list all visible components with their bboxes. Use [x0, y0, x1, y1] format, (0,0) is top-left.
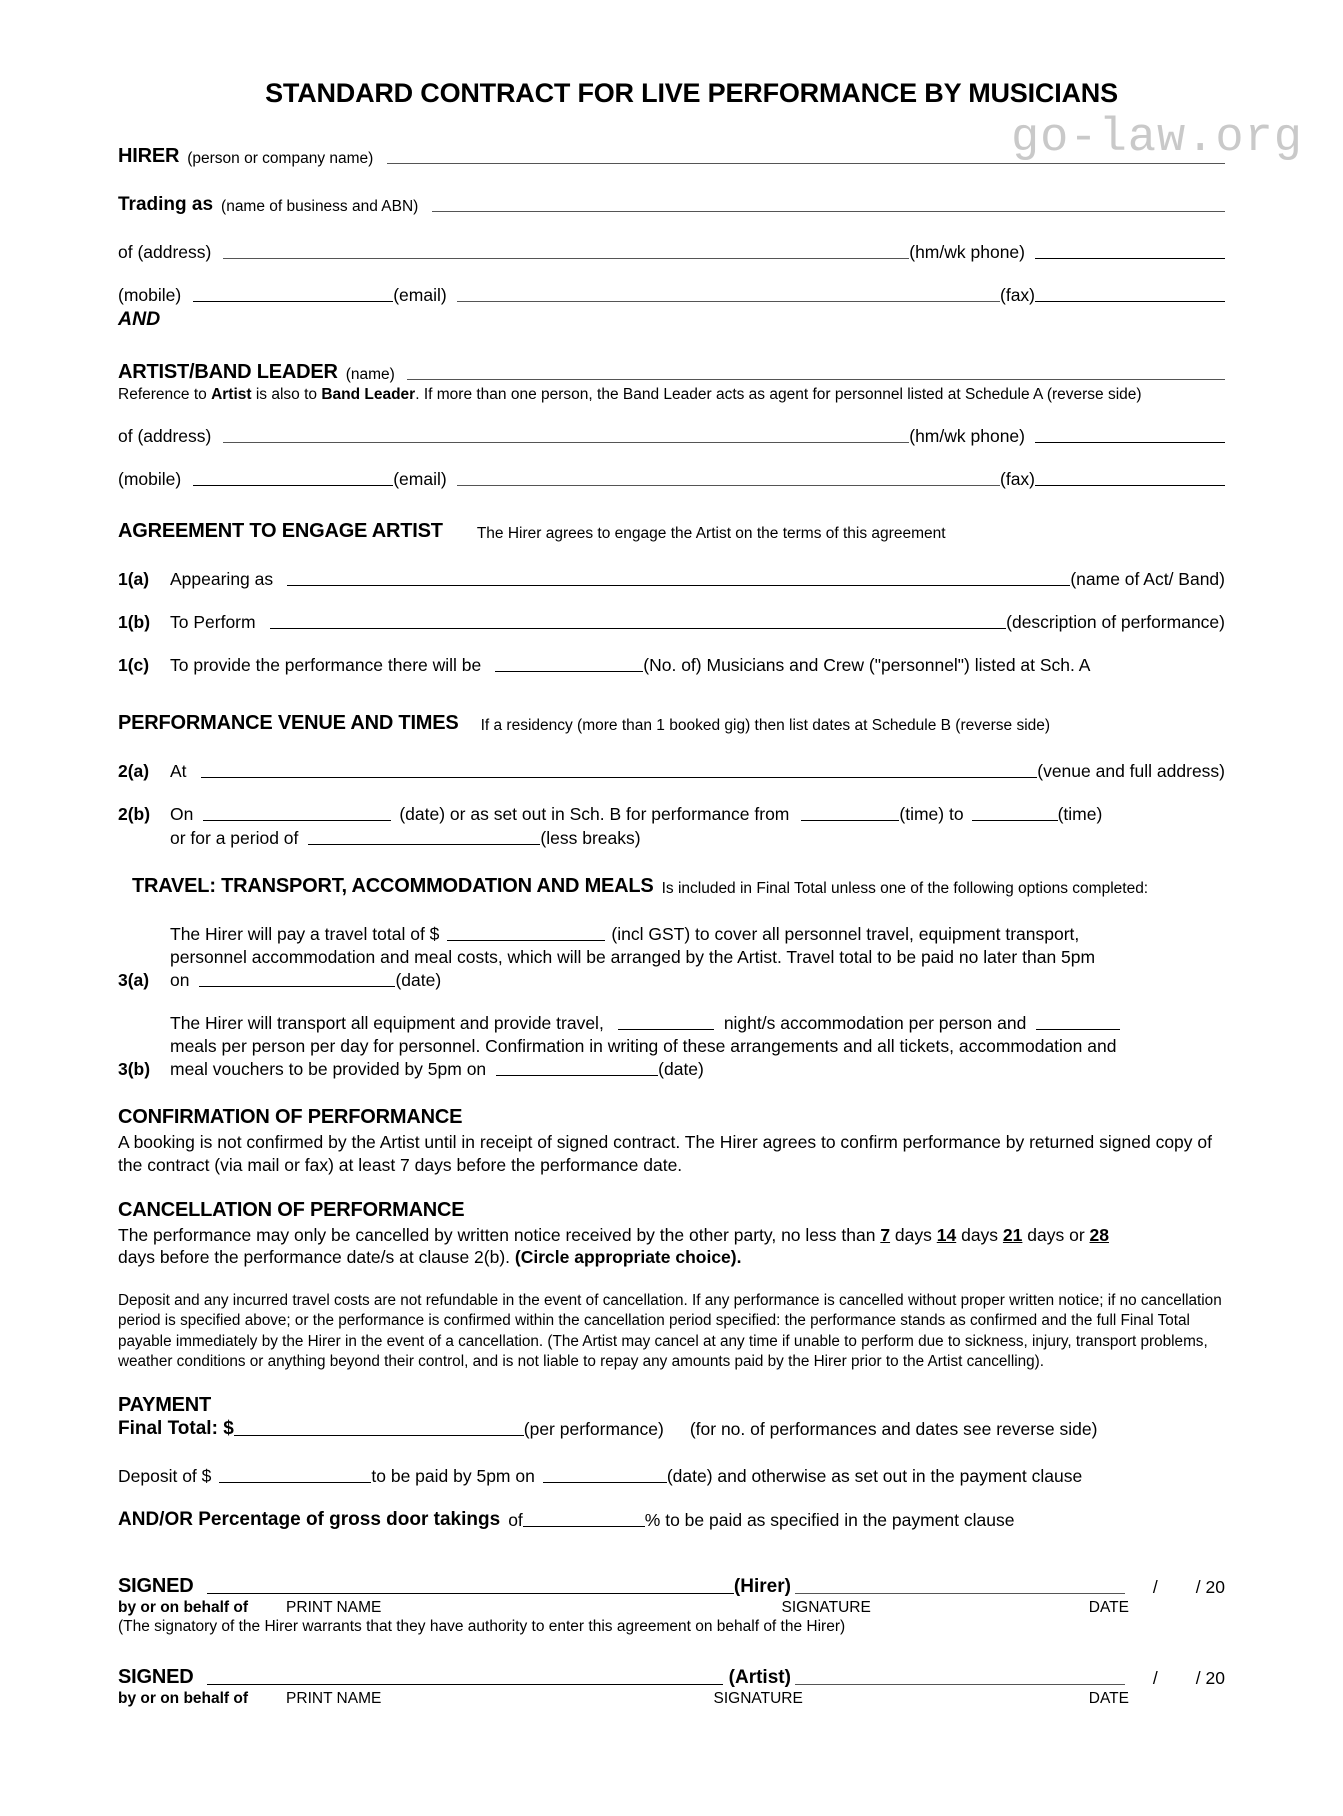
signed-hirer-date-label: DATE	[1088, 1599, 1129, 1617]
signed-hirer-signature-input[interactable]	[795, 1593, 1125, 1594]
ref-artist: Artist	[211, 386, 252, 403]
clause-3b-line1	[170, 1013, 1225, 1034]
ref-mid: is also to	[251, 386, 322, 403]
clause-2b-mid2: (time) to	[899, 804, 964, 824]
agreement-heading-row	[118, 520, 1225, 543]
clause-3b-meals-input[interactable]	[1036, 1029, 1120, 1030]
cancel-option-7[interactable]: 7	[880, 1224, 891, 1245]
clause-2b-time-to-input[interactable]	[972, 820, 1058, 821]
hirer-name-row	[118, 145, 1225, 168]
cancel-line2-pre: days before the performance date/s at clause 2(b).	[118, 1247, 515, 1268]
signed-artist-sublabels	[118, 1690, 1225, 1708]
clause-1b-row	[118, 612, 1225, 633]
clause-3b-l1a: The Hirer will transport all equipment and provide travel,	[170, 1013, 604, 1033]
hirer-mobile-input[interactable]	[193, 301, 393, 302]
percentage-of: of	[508, 1510, 523, 1531]
clause-2b-date-input[interactable]	[203, 820, 391, 821]
signed-artist-signature-input[interactable]	[795, 1684, 1125, 1685]
clause-1a-tail: (name of Act/ Band)	[1070, 569, 1225, 589]
signed-hirer-row	[118, 1575, 1225, 1598]
travel-heading-row	[118, 875, 1225, 898]
deposit-row	[118, 1466, 1225, 1487]
clause-2b-period-row	[118, 828, 1225, 849]
artist-address-input[interactable]	[223, 442, 909, 443]
clause-3b-nights-input[interactable]	[618, 1029, 714, 1030]
deposit-date-input[interactable]	[543, 1482, 667, 1483]
artist-mobile-row	[118, 469, 1225, 490]
clause-2b-period-tail: (less breaks)	[540, 828, 641, 848]
clause-3b-date-input[interactable]	[496, 1075, 658, 1076]
hirer-address-label: of (address)	[118, 242, 212, 262]
cancel-line1-pre: The performance may only be cancelled by written notice received by the other party, no less than	[118, 1224, 881, 1245]
deposit-mid: to be paid by 5pm on	[371, 1466, 535, 1487]
artist-mobile-label: (mobile)	[118, 469, 182, 489]
signed-artist-row	[118, 1666, 1225, 1689]
signed-hirer-party: (Hirer)	[733, 1576, 791, 1598]
cancel-circle-note: (Circle appropriate choice).	[514, 1247, 742, 1268]
clause-2b-text: On	[170, 804, 194, 824]
clause-1a-input[interactable]	[287, 585, 1070, 586]
ref-leader: Band Leader	[321, 386, 416, 403]
signed-hirer-signature-label: SIGNATURE	[781, 1599, 871, 1617]
document-content	[0, 78, 1343, 1708]
and-separator: AND	[118, 308, 161, 330]
trading-as-hint: (name of business and ABN)	[221, 198, 419, 215]
hirer-mobile-row	[118, 285, 1225, 306]
trading-as-input[interactable]	[432, 211, 1225, 212]
clause-2b-number: 2(b)	[118, 804, 151, 824]
signed-artist-party: (Artist)	[728, 1667, 791, 1689]
clause-2b-mid1: (date) or as set out in Sch. B for performance from	[399, 804, 790, 824]
clause-3b-number: 3(b)	[118, 1059, 151, 1079]
watermark-go-law: go-law.org	[1010, 112, 1303, 165]
artist-fax-label: (fax)	[1000, 469, 1035, 489]
travel-heading: TRAVEL: TRANSPORT, ACCOMMODATION AND MEALS	[132, 875, 654, 897]
clause-2b-period-label: or for a period of	[170, 828, 299, 848]
cancel-option-28[interactable]: 28	[1089, 1224, 1109, 1245]
clause-2a-tail: (venue and full address)	[1037, 761, 1225, 781]
signed-artist-printname-label: PRINT NAME	[286, 1690, 382, 1708]
clause-2b-tail: (time)	[1057, 804, 1103, 824]
hirer-address-input[interactable]	[223, 258, 909, 259]
clause-1a-row	[118, 569, 1225, 590]
hirer-name-hint: (person or company name)	[187, 150, 374, 167]
agreement-heading: AGREEMENT TO ENGAGE ARTIST	[118, 520, 443, 542]
confirmation-heading: CONFIRMATION OF PERFORMANCE	[118, 1106, 463, 1128]
final-total-input[interactable]	[234, 1435, 524, 1436]
cancel-days-1: days	[890, 1224, 937, 1245]
hirer-name-input[interactable]	[387, 163, 1225, 164]
clause-1b-input[interactable]	[270, 628, 1007, 629]
clause-3a-line2: personnel accommodation and meal costs, which will be arranged by the Artist. Travel total to be paid no later than 5pm	[170, 947, 1096, 967]
contract-page	[0, 78, 1343, 1816]
clause-2a-number: 2(a)	[118, 761, 150, 781]
signed-hirer-label: SIGNED	[118, 1575, 194, 1598]
travel-subtitle: Is included in Final Total unless one of the following options completed:	[661, 880, 1149, 897]
clause-3b-l3a: meal vouchers to be provided by 5pm on	[170, 1059, 487, 1079]
artist-email-label: (email)	[393, 469, 447, 489]
cancellation-heading: CANCELLATION OF PERFORMANCE	[118, 1198, 465, 1221]
clause-1c-input[interactable]	[495, 671, 643, 672]
clause-3a-date-input[interactable]	[199, 986, 395, 987]
final-total-tail: (for no. of performances and dates see reverse side)	[689, 1419, 1098, 1440]
clause-1b-text: To Perform	[170, 612, 256, 632]
venue-subtitle: If a residency (more than 1 booked gig) then list dates at Schedule B (reverse side)	[480, 717, 1051, 734]
agreement-subtitle: The Hirer agrees to engage the Artist on the terms of this agreement	[476, 525, 946, 542]
artist-phone-label: (hm/wk phone)	[909, 426, 1025, 446]
hirer-phone-input[interactable]	[1035, 258, 1225, 259]
ref-post: . If more than one person, the Band Leader acts as agent for personnel listed at Schedule A (reverse side)	[415, 386, 1142, 403]
payment-heading: PAYMENT	[118, 1394, 212, 1417]
signed-hirer-date-slash2: / 20	[1195, 1577, 1225, 1598]
clause-2a-text: At	[170, 761, 187, 781]
cancel-option-21[interactable]: 21	[1002, 1224, 1023, 1245]
signed-artist-date-slash1: /	[1152, 1668, 1158, 1689]
final-total-mid: (per performance)	[523, 1419, 664, 1440]
artist-address-label: of (address)	[118, 426, 212, 446]
clause-3a-line1	[170, 924, 1225, 945]
clause-2a-input[interactable]	[201, 777, 1038, 778]
hirer-fax-input[interactable]	[1035, 301, 1225, 302]
artist-name-row	[118, 361, 1225, 384]
confirmation-body: A booking is not confirmed by the Artist until in receipt of signed contract. The Hirer agrees to confirm performance by returned signed copy of the contract (via mail or fax) at least 7 days before the performance date.	[118, 1132, 1212, 1175]
clause-3a-row	[118, 924, 1225, 991]
clause-3b-l1b: night/s accommodation per person and	[723, 1013, 1027, 1033]
artist-address-row	[118, 426, 1225, 447]
clause-3b-line3	[170, 1059, 1225, 1080]
signed-artist-date-slash2: / 20	[1195, 1668, 1225, 1689]
ref-pre: Reference to	[118, 386, 212, 403]
clause-1c-number: 1(c)	[118, 655, 150, 675]
clause-2b-time-from-input[interactable]	[801, 820, 899, 821]
clause-1c-text: To provide the performance there will be	[170, 655, 482, 675]
clause-3a-l3b: (date)	[395, 970, 442, 990]
venue-heading: PERFORMANCE VENUE AND TIMES	[118, 712, 459, 734]
percentage-row	[118, 1509, 1225, 1531]
hirer-mobile-label: (mobile)	[118, 285, 182, 305]
clause-1c-row	[118, 655, 1225, 676]
clause-3b-body	[170, 1013, 1225, 1080]
final-total-row	[118, 1418, 1225, 1440]
signed-hirer-date-slash1: /	[1152, 1577, 1158, 1598]
cancellation-body	[118, 1224, 1225, 1270]
deposit-amount-input[interactable]	[219, 1482, 371, 1483]
signed-hirer-printname-input[interactable]	[207, 1593, 733, 1594]
percentage-label: AND/OR Percentage of gross door takings	[118, 1509, 501, 1531]
clause-1a-text: Appearing as	[170, 569, 274, 589]
artist-phone-input[interactable]	[1035, 442, 1225, 443]
clause-3a-body	[170, 924, 1225, 991]
clause-3b-l3b: (date)	[658, 1059, 704, 1079]
artist-name-hint: (name)	[345, 366, 395, 383]
signed-hirer-warranty: (The signatory of the Hirer warrants that they have authority to enter this agreement on behalf of the Hirer)	[118, 1618, 846, 1636]
clause-3b-row	[118, 1013, 1225, 1080]
clause-1a-number: 1(a)	[118, 569, 150, 589]
page-title: STANDARD CONTRACT FOR LIVE PERFORMANCE BY MUSICIANS	[265, 78, 1118, 108]
signed-artist-behalf: by or on behalf of	[118, 1690, 249, 1708]
clause-3a-amount-input[interactable]	[447, 940, 605, 941]
signed-artist-signature-label: SIGNATURE	[713, 1690, 803, 1708]
clause-2b-row	[118, 804, 1225, 825]
artist-label: ARTIST/BAND LEADER	[118, 361, 338, 383]
clause-2b-period-input[interactable]	[308, 844, 540, 845]
cancellation-fine-print: Deposit and any incurred travel costs are not refundable in the event of cancellation. If any performance is cancelled without proper written notice; if no cancellation period is specified above; or the performance is confirmed within the cancellation period specified: the performance stands as confirmed and the full Final Total payable immediately by the Hirer in the event of a cancellation. (The Artist may cancel at any time if unable to perform due to sickness, injury, transport problems, weather conditions or anything beyond their control, and is not liable to repay any amounts paid by the Hirer prior to the Artist cancelling).	[118, 1292, 1222, 1371]
clause-3b-line2: meals per person per day for personnel. Confirmation in writing of these arrangements and all tickets, accommodation and	[170, 1036, 1117, 1056]
cancel-option-14[interactable]: 14	[936, 1224, 957, 1245]
cancel-days-2: days	[956, 1224, 1003, 1245]
signed-hirer-printname-label: PRINT NAME	[286, 1599, 382, 1617]
artist-name-input[interactable]	[407, 379, 1225, 380]
hirer-phone-label: (hm/wk phone)	[909, 242, 1025, 262]
hirer-fax-label: (fax)	[1000, 285, 1035, 305]
signed-artist-printname-input[interactable]	[207, 1684, 722, 1685]
trading-as-row	[118, 194, 1225, 216]
signed-artist-label: SIGNED	[118, 1666, 194, 1689]
deposit-tail: (date) and otherwise as set out in the payment clause	[666, 1466, 1083, 1487]
artist-mobile-input[interactable]	[193, 485, 393, 486]
clause-1b-number: 1(b)	[118, 612, 151, 632]
signed-artist-date-label: DATE	[1088, 1690, 1129, 1708]
hirer-address-row	[118, 242, 1225, 263]
artist-reference-note	[118, 386, 1225, 404]
clause-3a-l3a: on	[170, 970, 190, 990]
hirer-email-input[interactable]	[457, 301, 1000, 302]
signed-hirer-sublabels	[118, 1599, 1225, 1617]
hirer-email-label: (email)	[393, 285, 447, 305]
signed-hirer-behalf: by or on behalf of	[118, 1599, 249, 1617]
clause-1c-tail: (No. of) Musicians and Crew ("personnel") listed at Sch. A	[643, 655, 1091, 675]
hirer-label: HIRER	[118, 145, 180, 167]
percentage-input[interactable]	[523, 1526, 645, 1527]
deposit-label: Deposit of $	[118, 1466, 212, 1487]
artist-email-input[interactable]	[457, 485, 1000, 486]
cancel-days-3: days or	[1022, 1224, 1090, 1245]
trading-as-label: Trading as	[118, 194, 214, 215]
final-total-label: Final Total: $	[118, 1418, 234, 1440]
clause-3a-number: 3(a)	[118, 970, 150, 990]
percentage-tail: % to be paid as specified in the payment clause	[644, 1510, 1015, 1531]
clause-3a-l1b: (incl GST) to cover all personnel travel, equipment transport,	[611, 924, 1080, 944]
artist-fax-input[interactable]	[1035, 485, 1225, 486]
venue-heading-row	[118, 712, 1225, 735]
clause-2a-row	[118, 761, 1225, 782]
clause-3a-line3	[170, 970, 1225, 991]
clause-1b-tail: (description of performance)	[1006, 612, 1225, 632]
clause-3a-l1a: The Hirer will pay a travel total of $	[170, 924, 440, 944]
